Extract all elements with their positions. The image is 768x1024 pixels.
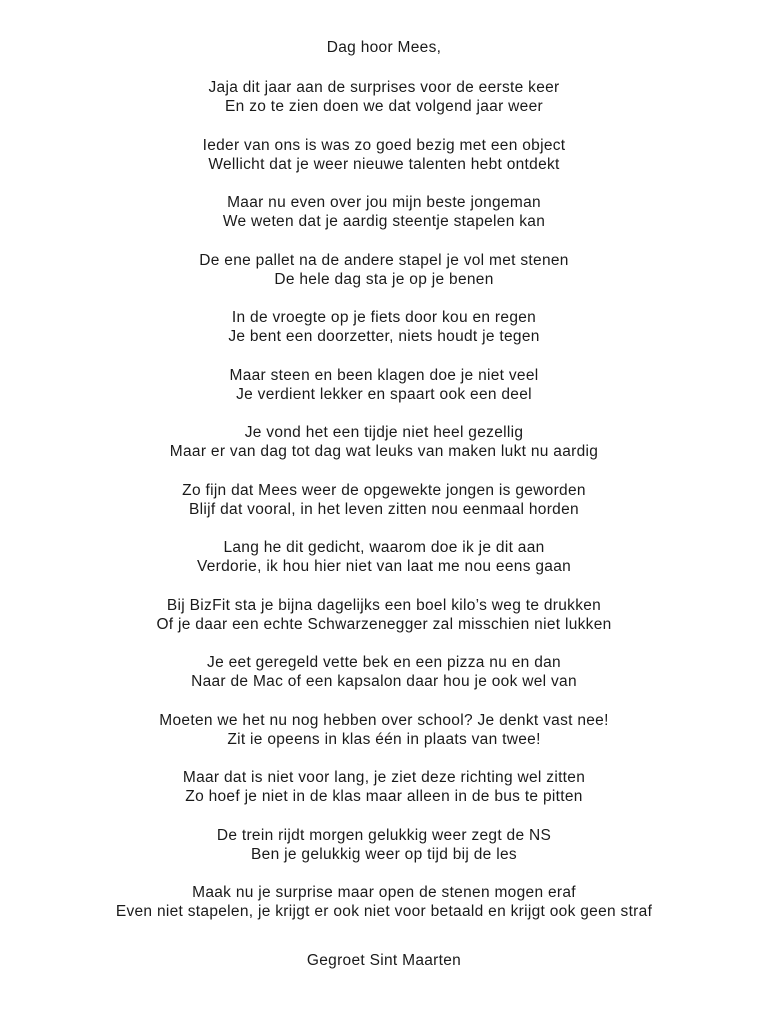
stanza <box>0 653 768 711</box>
poem-line: Bij BizFit sta je bijna dagelijks een boel kilo’s weg te drukken <box>166 596 602 614</box>
poem-line: Verdorie, ik hou hier niet van laat me nou eens gaan <box>196 558 572 575</box>
poem-line: Zit ie opeens in klas één in plaats van twee! <box>227 730 541 748</box>
poem-line: En zo te zien doen we dat volgend jaar weer <box>225 98 543 115</box>
poem-line: Maar dat is niet voor lang, je ziet deze richting wel zitten <box>182 769 586 786</box>
poem-line: Zo hoef je niet in de klas maar alleen in de bus te pitten <box>185 788 583 805</box>
poem-line: Blijf dat vooral, in het leven zitten nou eenmaal horden <box>189 500 579 518</box>
poem-line: In de vroegte op je fiets door kou en regen <box>231 309 537 326</box>
stanza <box>0 423 768 481</box>
poem-line: Maar er van dag tot dag wat leuks van maken lukt nu aardig <box>169 443 599 460</box>
stanza <box>0 193 768 251</box>
poem-line: De ene pallet na de andere stapel je vol met stenen <box>199 251 569 269</box>
stanza <box>0 78 768 136</box>
stanza <box>0 883 768 941</box>
stanza <box>0 596 768 654</box>
poem-line: De trein rijdt morgen gelukkig weer zegt de NS <box>216 826 552 844</box>
poem-line: Maar steen en been klagen doe je niet veel <box>229 366 539 384</box>
poem-line: Of je daar een echte Schwarzenegger zal misschien niet lukken <box>156 615 612 633</box>
poem-line: Je bent een doorzetter, niets houdt je tegen <box>228 328 540 345</box>
poem-line: Wellicht dat je weer nieuwe talenten hebt ontdekt <box>208 155 560 173</box>
stanza <box>0 768 768 826</box>
stanza <box>0 308 768 366</box>
poem-line: Je verdient lekker en spaart ook een deel <box>236 385 532 403</box>
stanza <box>0 366 768 424</box>
poem-line: Je vond het een tijdje niet heel gezellig <box>244 424 524 441</box>
poem-line: Ben je gelukkig weer op tijd bij de les <box>251 845 517 863</box>
stanza <box>0 136 768 194</box>
poem-line: Zo fijn dat Mees weer de opgewekte jongen is geworden <box>182 481 586 499</box>
stanza <box>0 251 768 309</box>
poem-line: Jaja dit jaar aan de surprises voor de eerste keer <box>208 79 560 96</box>
poem-line: De hele dag sta je op je benen <box>274 270 494 288</box>
poem-line: Moeten we het nu nog hebben over school? Je denkt vast nee! <box>159 711 609 729</box>
poem-signature: Gegroet Sint Maarten <box>306 952 462 969</box>
stanza <box>0 538 768 596</box>
poem-line: We weten dat je aardig steentje stapelen kan <box>222 213 546 230</box>
stanza <box>0 711 768 769</box>
poem-greeting: Dag hoor Mees, <box>326 39 442 56</box>
poem-line: Maak nu je surprise maar open de stenen mogen eraf <box>192 884 576 901</box>
poem-line: Je eet geregeld vette bek en een pizza nu en dan <box>207 654 561 671</box>
poem-line: Lang he dit gedicht, waarom doe ik je dit aan <box>223 539 545 556</box>
poem-line: Naar de Mac of een kapsalon daar hou je ook wel van <box>191 673 577 690</box>
poem-line: Ieder van ons is was zo goed bezig met een object <box>202 136 566 154</box>
poem-line: Maar nu even over jou mijn beste jongeman <box>227 194 541 211</box>
poem-body <box>0 78 768 941</box>
stanza <box>0 481 768 539</box>
stanza <box>0 826 768 884</box>
poem-line: Even niet stapelen, je krijgt er ook niet voor betaald en krijgt ook geen straf <box>115 903 653 920</box>
